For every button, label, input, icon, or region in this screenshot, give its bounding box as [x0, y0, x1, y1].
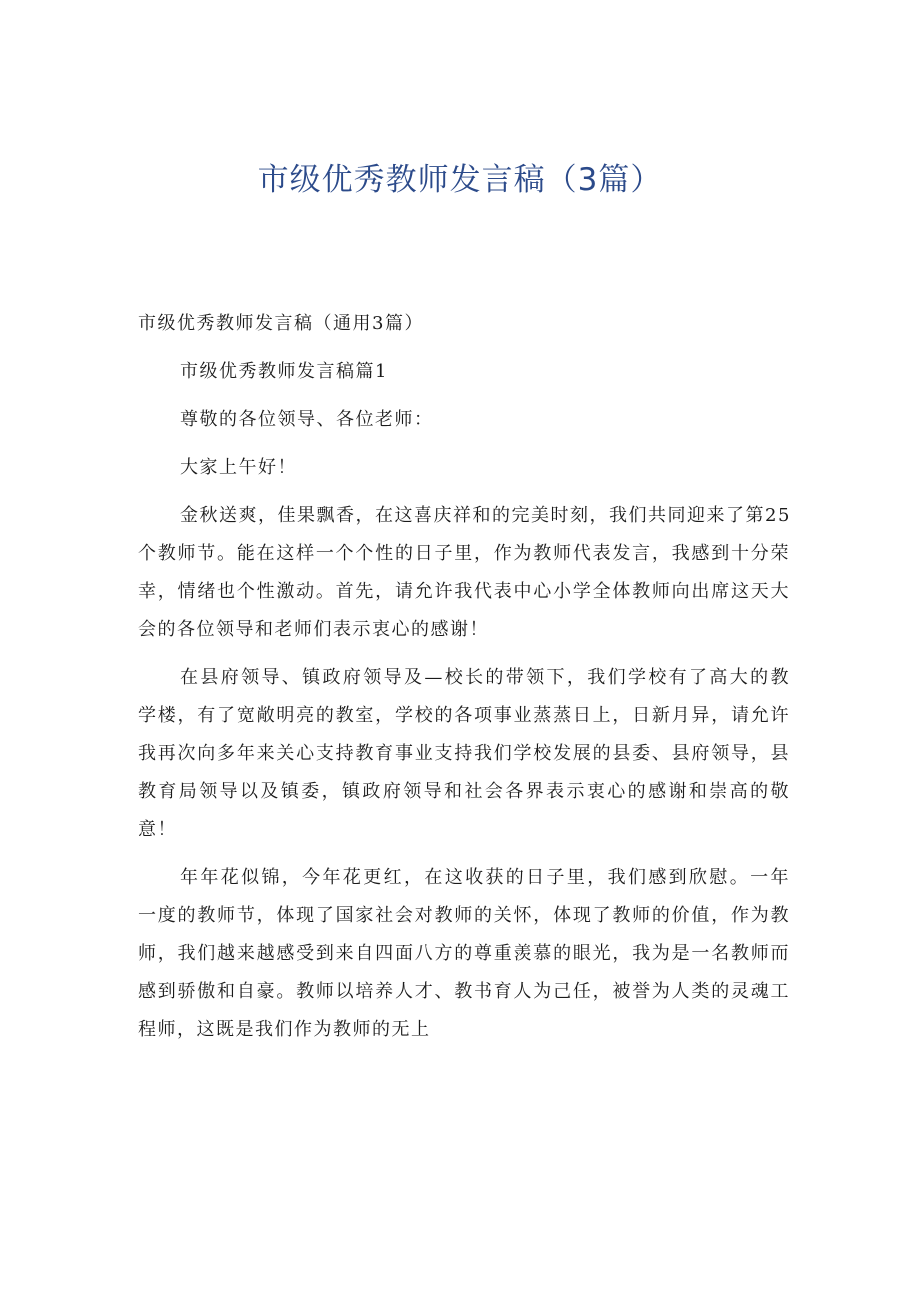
paragraph-line: 个教师节。能在这样一个个性的日子里，作为教师代表发言，我感到十分荣: [138, 543, 790, 564]
paragraph-line: 学楼，有了宽敞明亮的教室，学校的各项事业蒸蒸日上，日新月异，请允许: [138, 705, 790, 726]
document-title: 市级优秀教师发言稿（3篇）: [257, 162, 663, 198]
paragraph-line: 一度的教师节，体现了国家社会对教师的关怀，体现了教师的价值，作为教: [138, 905, 790, 926]
paragraph-line: 会的各位领导和老师们表示衷心的感谢！: [138, 619, 489, 640]
salutation: 尊敬的各位领导、各位老师：: [180, 409, 434, 430]
paragraph-line: 年年花似锦，今年花更红，在这收获的日子里，我们感到欣慰。一年: [180, 867, 790, 888]
doc-subtitle: 市级优秀教师发言稿（通用3篇）: [138, 313, 424, 334]
greeting: 大家上午好！: [180, 457, 297, 478]
paragraph-line: 幸，情绪也个性激动。首先，请允许我代表中心小学全体教师向出席这天大: [138, 581, 790, 602]
paragraph-line: 我再次向多年来关心支持教育事业支持我们学校发展的县委、县府领导，县: [138, 743, 790, 764]
paragraph-line: 意！: [138, 819, 177, 840]
paragraph-line: 金秋送爽，佳果飘香，在这喜庆祥和的完美时刻，我们共同迎来了第25: [180, 505, 791, 526]
paragraph-line: 师，我们越来越感受到来自四面八方的尊重羡慕的眼光，我为是一名教师而: [138, 943, 790, 964]
paragraph-line: 教育局领导以及镇委，镇政府领导和社会各界表示衷心的感谢和崇高的敬: [138, 781, 790, 802]
section-heading: 市级优秀教师发言稿篇1: [180, 361, 388, 382]
paragraph-line: 感到骄傲和自豪。教师以培养人才、教书育人为己任，被誉为人类的灵魂工: [138, 981, 790, 1002]
paragraph-line: 程师，这既是我们作为教师的无上: [138, 1019, 431, 1040]
paragraph-line: 在县府领导、镇政府领导及—校长的带领下，我们学校有了高大的教: [180, 667, 790, 688]
document-body: [138, 305, 790, 1049]
